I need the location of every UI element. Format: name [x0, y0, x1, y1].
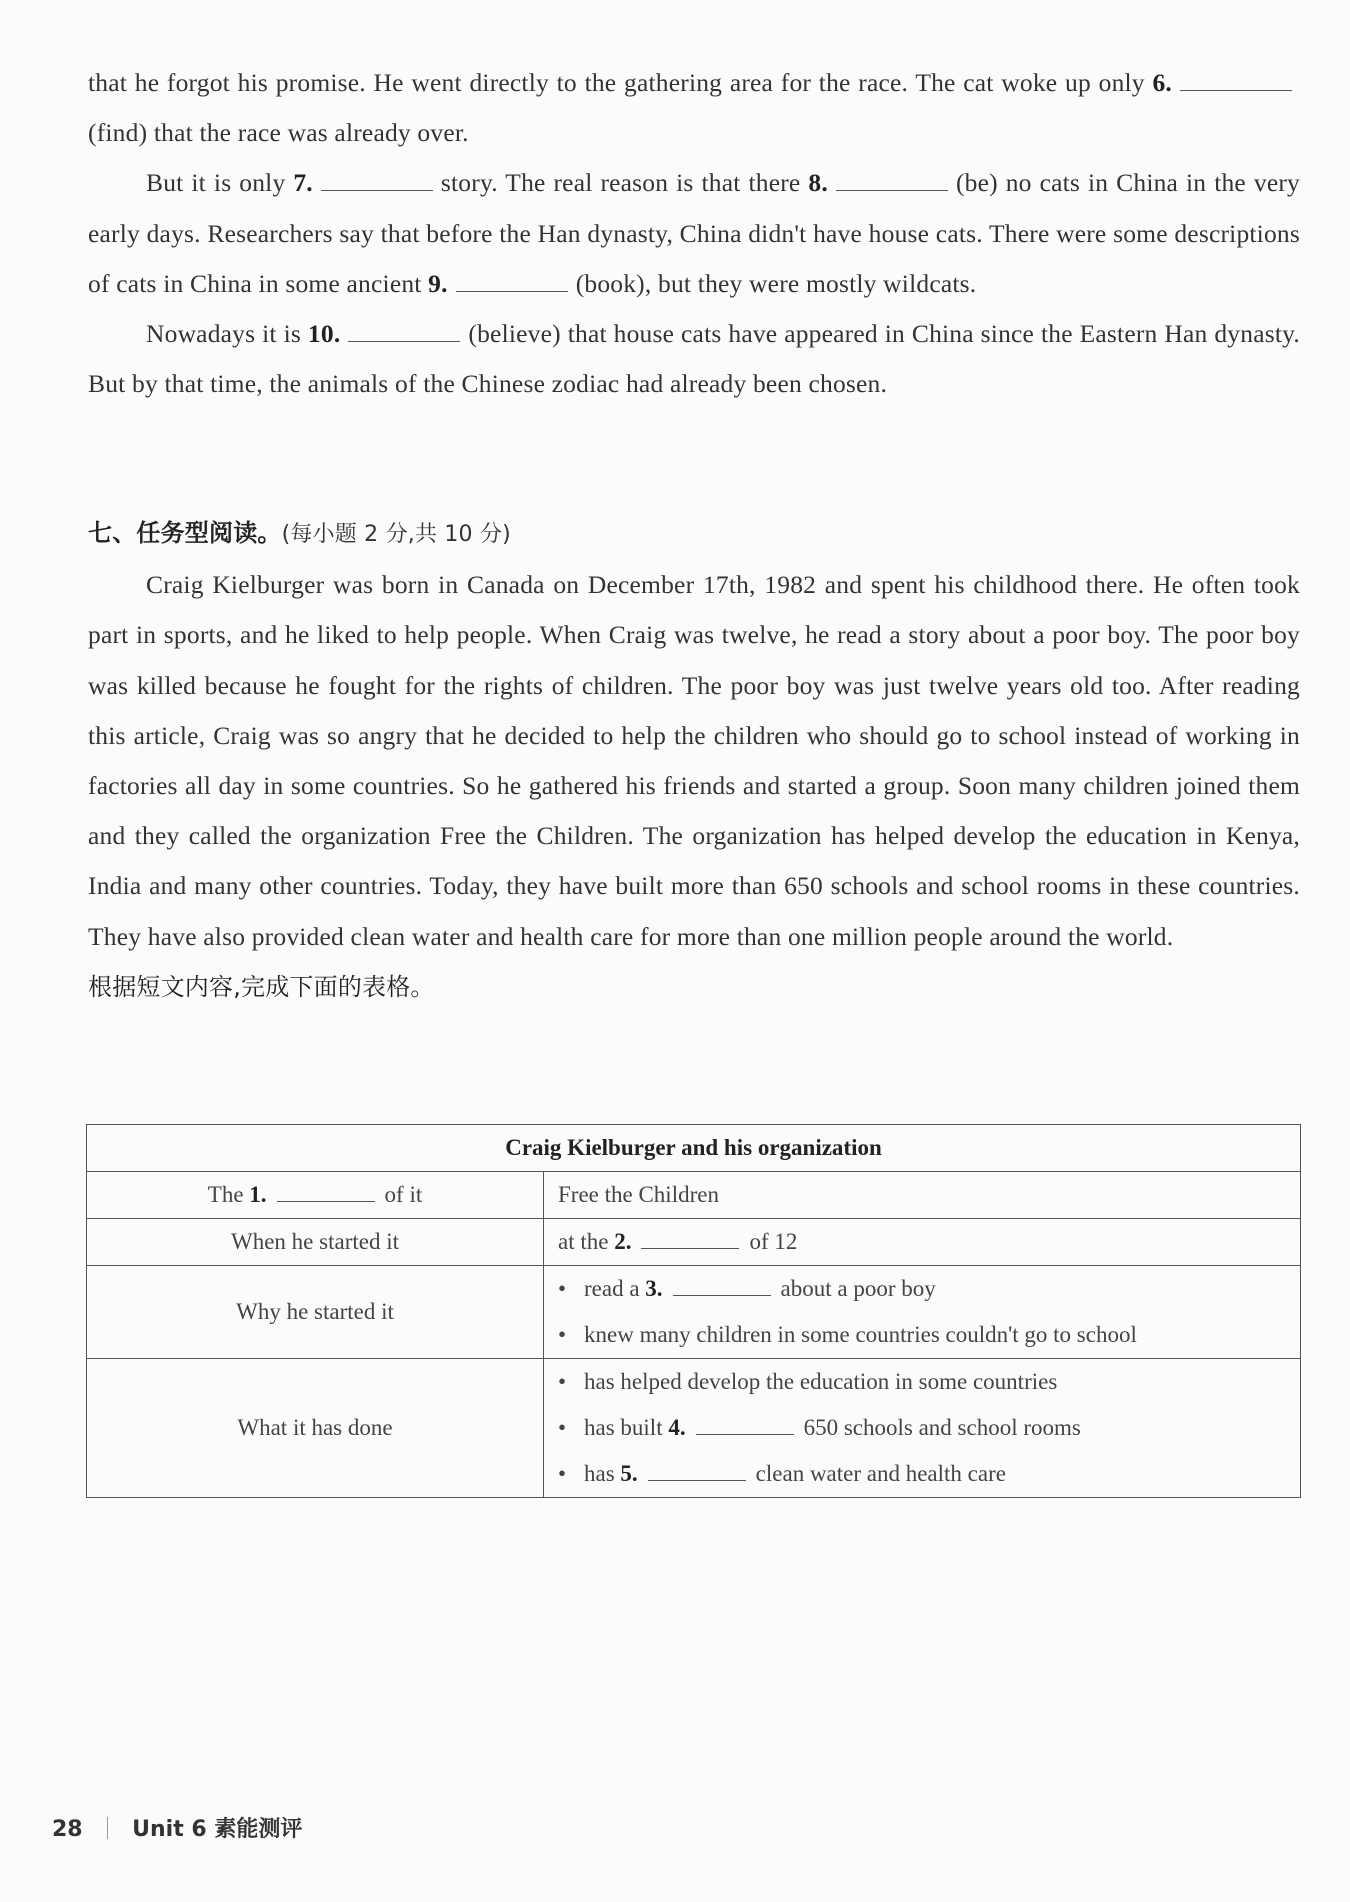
text-span: Nowadays it is	[146, 319, 308, 349]
text-span: has built	[584, 1415, 663, 1440]
paragraph-2	[88, 158, 1300, 309]
table-title: Craig Kielburger and his organization	[87, 1125, 1301, 1172]
organization-table	[86, 1124, 1301, 1498]
question-number: 10.	[307, 319, 341, 349]
paragraph-3	[88, 309, 1300, 409]
text-span: about a poor boy	[780, 1276, 936, 1301]
page-footer	[52, 1812, 302, 1843]
text-span: has helped develop the education in some countries	[584, 1369, 1058, 1394]
page-number: 28	[52, 1817, 83, 1842]
text-span: of it	[384, 1182, 423, 1207]
list-item	[558, 1312, 1286, 1358]
passage-top	[88, 58, 1300, 409]
table-cell-label: Why he started it	[87, 1266, 544, 1359]
list-item	[558, 1266, 1286, 1312]
question-number: 6.	[1152, 68, 1172, 97]
table-cell-label	[87, 1172, 544, 1219]
table-row	[87, 1266, 1301, 1359]
answer-blank[interactable]	[673, 1294, 771, 1296]
bullet-list	[558, 1359, 1286, 1497]
section-heading	[88, 508, 1300, 560]
answer-blank[interactable]	[648, 1479, 746, 1481]
table-row	[87, 1172, 1301, 1219]
question-number: 8.	[808, 168, 828, 198]
text-span: read a	[584, 1276, 640, 1301]
text-span: (find) that the race was already over.	[88, 118, 469, 148]
text-span: 650 schools and school rooms	[803, 1415, 1081, 1440]
text-span: (book), but they were mostly wildcats.	[575, 268, 977, 298]
bullet-list	[558, 1266, 1286, 1358]
list-item	[558, 1451, 1286, 1497]
footer-divider	[107, 1817, 109, 1839]
text-span: that he forgot his promise. He went directly to the gathering area for the race. The cat woke up only	[88, 68, 1153, 97]
list-item	[558, 1405, 1286, 1451]
text-span: (be) no cats in China in the very early days. Researchers say that before the Han dynasty, China didn't have house cats. There were some descriptions of cats in China in some ancient	[88, 168, 1301, 298]
table-row	[87, 1359, 1301, 1498]
bullet-icon: •	[558, 1322, 567, 1347]
answer-blank[interactable]	[1180, 89, 1292, 91]
text-span: (believe) that house cats have appeared in China since the Eastern Han dynasty. But by that time, the animals of the Chinese zodiac had already been chosen.	[88, 319, 1300, 399]
question-number: 4.	[668, 1415, 686, 1440]
text-span: of 12	[749, 1229, 798, 1254]
text-span: story. The real reason is that there	[440, 168, 809, 198]
text-span: The	[207, 1182, 244, 1207]
table-instruction: 根据短文内容,完成下面的表格。	[88, 972, 435, 1001]
question-number: 9.	[428, 268, 448, 298]
text-span: at the	[558, 1229, 609, 1254]
table-header-row	[87, 1125, 1301, 1172]
answer-blank[interactable]	[641, 1247, 739, 1249]
list-item	[558, 1359, 1286, 1405]
bullet-icon: •	[558, 1369, 567, 1394]
bullet-icon: •	[558, 1461, 567, 1486]
question-number: 5.	[620, 1461, 638, 1486]
text-span: has	[584, 1461, 615, 1486]
section-score-note: (每小题 2 分,共 10 分)	[281, 522, 511, 547]
text-span: clean water and health care	[755, 1461, 1006, 1486]
table-row	[87, 1219, 1301, 1266]
unit-label: Unit 6 素能测评	[132, 1817, 303, 1842]
paragraph-1	[88, 58, 1300, 158]
bullet-icon: •	[558, 1415, 567, 1440]
question-number: 1.	[249, 1182, 267, 1207]
bullet-icon: •	[558, 1276, 567, 1301]
table-cell-label: What it has done	[87, 1359, 544, 1498]
answer-blank[interactable]	[277, 1200, 375, 1202]
text-span: But it is only	[146, 168, 294, 198]
answer-blank[interactable]	[836, 189, 948, 191]
table-cell-label: When he started it	[87, 1219, 544, 1266]
answer-blank[interactable]	[456, 290, 568, 292]
answer-blank[interactable]	[696, 1433, 794, 1435]
section-title: 七、任务型阅读。	[88, 519, 282, 547]
reading-passage: Craig Kielburger was born in Canada on December 17th, 1982 and spent his childhood there. He often took part in sports, and he liked to help people. When Craig was twelve, he read a story about a poor boy. The poor boy was killed because he fought for the rights of children. The poor boy was just twelve years old too. After reading this article, Craig was so angry that he decided to help the children who should go to school instead of working in factories all day in some countries. So he gathered his friends and started a group. Soon many children joined them and they called the organization Free the Children. The organization has helped develop the education in Kenya, India and many other countries. Today, they have built more than 650 schools and school rooms in these countries. They have also provided clean water and health care for more than one million people around the world.	[88, 570, 1300, 951]
table-cell-value: Free the Children	[544, 1172, 1301, 1219]
table-cell-value	[544, 1266, 1301, 1359]
text-span: knew many children in some countries couldn't go to school	[584, 1322, 1137, 1347]
question-number: 7.	[293, 168, 313, 198]
answer-blank[interactable]	[348, 340, 460, 342]
question-number: 2.	[614, 1229, 632, 1254]
table-cell-value	[544, 1359, 1301, 1498]
answer-blank[interactable]	[321, 189, 433, 191]
table-cell-value	[544, 1219, 1301, 1266]
question-number: 3.	[645, 1276, 663, 1301]
section-7	[88, 508, 1300, 1012]
